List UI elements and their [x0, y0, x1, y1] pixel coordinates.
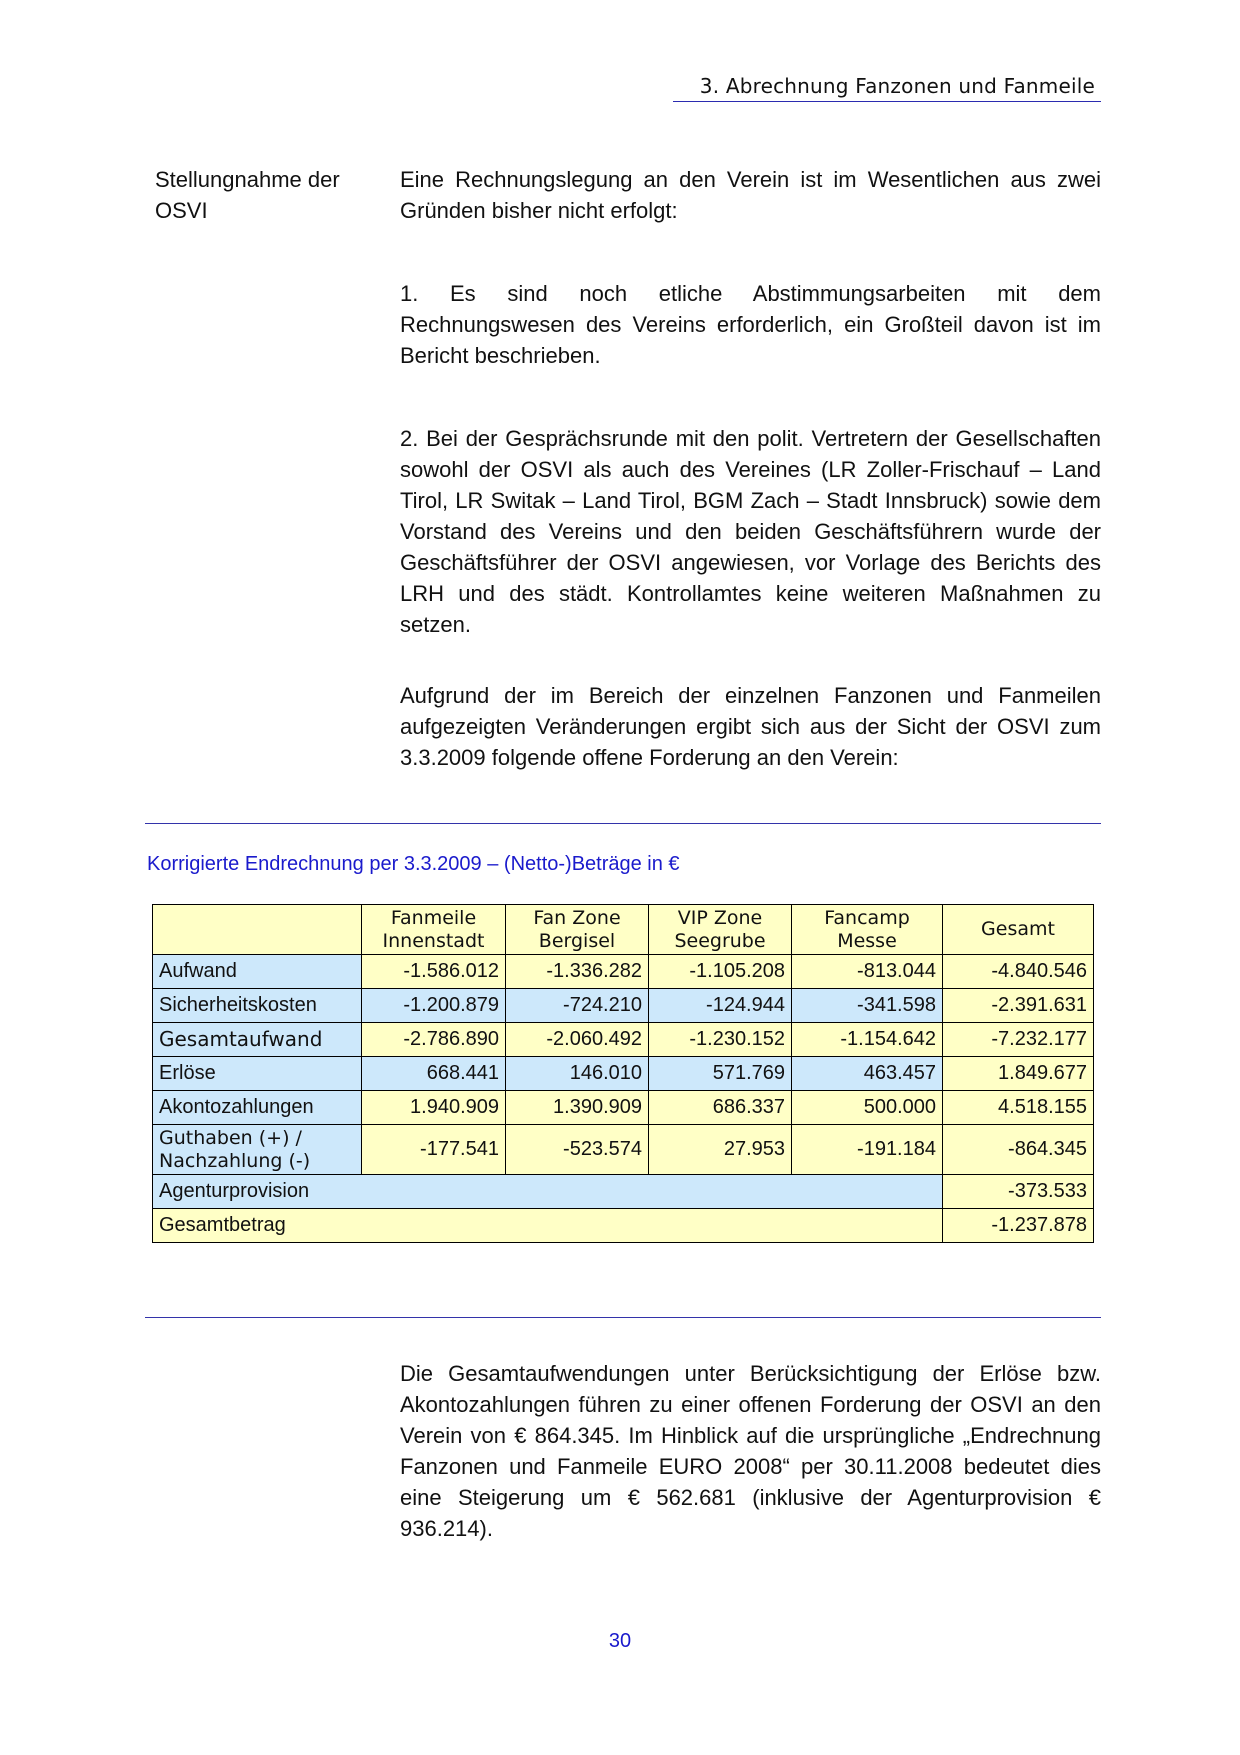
- table-bottom-rule: [145, 1317, 1101, 1318]
- total-cell: -7.232.177: [943, 1023, 1094, 1057]
- paragraph-summary: Aufgrund der im Bereich der einzelnen Fanzonen und Fanmeilen aufgezeigten Veränderungen ergibt sich aus der Sicht der OSVI zum 3.3.2009 folgende offene Forderung an den Verein:: [400, 683, 1101, 770]
- table-cell: -1.230.152: [649, 1023, 792, 1057]
- table-cell: 463.457: [792, 1057, 943, 1091]
- row-label: Guthaben (+) / Nachzahlung (-): [153, 1125, 362, 1175]
- row-label: Erlöse: [153, 1057, 362, 1091]
- total-cell: -4.840.546: [943, 955, 1094, 989]
- table-row: [153, 1057, 1094, 1091]
- page-number: 30: [608, 1630, 632, 1652]
- table-cell: -523.574: [506, 1125, 649, 1175]
- table-cell: -341.598: [792, 989, 943, 1023]
- table-row-grand-total: [153, 1209, 1094, 1243]
- table-caption: Korrigierte Endrechnung per 3.3.2009 – (Netto-)Beträge in €: [147, 853, 680, 875]
- row-label: Sicherheitskosten: [153, 989, 362, 1023]
- table-cell: -1.336.282: [506, 955, 649, 989]
- table-cell: 1.390.909: [506, 1091, 649, 1125]
- endrechnung-table: [152, 904, 1094, 1243]
- column-header: Fancamp Messe: [792, 905, 943, 955]
- closing-paragraph: Die Gesamtaufwendungen unter Berücksichtigung der Erlöse bzw. Akontozahlungen führen zu einer offenen Forderung der OSVI an den Verein von € 864.345. Im Hinblick auf die ursprüngliche „Endrechnung Fanzonen und Fanmeile EURO 2008“ per 30.11.2008 bedeutet dies eine Steigerung um € 562.681 (inklusive der Agenturprovision € 936.214).: [400, 1361, 1101, 1541]
- table-cell: -2.060.492: [506, 1023, 649, 1057]
- table-cell: 27.953: [649, 1125, 792, 1175]
- row-label: Gesamtaufwand: [153, 1023, 362, 1057]
- side-label-line2: OSVI: [155, 198, 208, 223]
- total-cell: -864.345: [943, 1125, 1094, 1175]
- table-row: [153, 955, 1094, 989]
- total-cell: 1.849.677: [943, 1057, 1094, 1091]
- table-header-row: [153, 905, 1094, 955]
- table-cell: 500.000: [792, 1091, 943, 1125]
- paragraph-point-1: 1. Es sind noch etliche Abstimmungsarbeiten mit dem Rechnungswesen des Vereins erforderlich, ein Großteil davon ist im Bericht beschrieben.: [400, 281, 1101, 368]
- table-cell: -813.044: [792, 955, 943, 989]
- table-cell: -1.105.208: [649, 955, 792, 989]
- row-label: Aufwand: [153, 955, 362, 989]
- table-cell: -1.200.879: [362, 989, 506, 1023]
- table-row: [153, 989, 1094, 1023]
- table-cell: 1.940.909: [362, 1091, 506, 1125]
- header-rule: [673, 101, 1101, 102]
- table-row-balance: [153, 1125, 1094, 1175]
- table-row-agent-fee: [153, 1175, 1094, 1209]
- column-header: Fan Zone Bergisel: [506, 905, 649, 955]
- table-cell: -2.786.890: [362, 1023, 506, 1057]
- side-label-line1: Stellungnahme der: [155, 167, 340, 192]
- table-row: [153, 1023, 1094, 1057]
- side-label: [155, 164, 365, 226]
- table-cell: 571.769: [649, 1057, 792, 1091]
- row-label: Akontozahlungen: [153, 1091, 362, 1125]
- total-cell: 4.518.155: [943, 1091, 1094, 1125]
- table-cell: 146.010: [506, 1057, 649, 1091]
- table-row: [153, 1091, 1094, 1125]
- table-cell: -177.541: [362, 1125, 506, 1175]
- table-cell: 668.441: [362, 1057, 506, 1091]
- table-top-rule: [145, 823, 1101, 824]
- header-empty-cell: [153, 905, 362, 955]
- table-cell: -1.586.012: [362, 955, 506, 989]
- column-header: Fanmeile Innenstadt: [362, 905, 506, 955]
- column-header: VIP Zone Seegrube: [649, 905, 792, 955]
- total-cell: -2.391.631: [943, 989, 1094, 1023]
- paragraph-intro: Eine Rechnungslegung an den Verein ist im Wesentlichen aus zwei Gründen bisher nicht erfolgt:: [400, 167, 1101, 223]
- table-cell: -1.154.642: [792, 1023, 943, 1057]
- table-cell: 686.337: [649, 1091, 792, 1125]
- table-cell: -191.184: [792, 1125, 943, 1175]
- paragraph-point-2: 2. Bei der Gesprächsrunde mit den polit. Vertretern der Gesellschaften sowohl der OSVI als auch des Vereines (LR Zoller-Frischauf – Land Tirol, LR Switak – Land Tirol, BGM Zach – Stadt Innsbruck) sowie dem Vorstand des Vereins und den beiden Geschäftsführern wurde der Geschäftsführer der OSVI angewiesen, vor Vorlage des Berichts des LRH und des städt. Kontrollamtes keine weiteren Maßnahmen zu setzen.: [400, 426, 1101, 637]
- running-header: 3. Abrechnung Fanzonen und Fanmeile: [699, 74, 1095, 98]
- column-header-total: Gesamt: [943, 905, 1094, 955]
- total-cell: -1.237.878: [943, 1209, 1094, 1243]
- table-cell: -724.210: [506, 989, 649, 1023]
- table-cell: -124.944: [649, 989, 792, 1023]
- row-label: Agenturprovision: [153, 1175, 943, 1209]
- total-cell: -373.533: [943, 1175, 1094, 1209]
- row-label: Gesamtbetrag: [153, 1209, 943, 1243]
